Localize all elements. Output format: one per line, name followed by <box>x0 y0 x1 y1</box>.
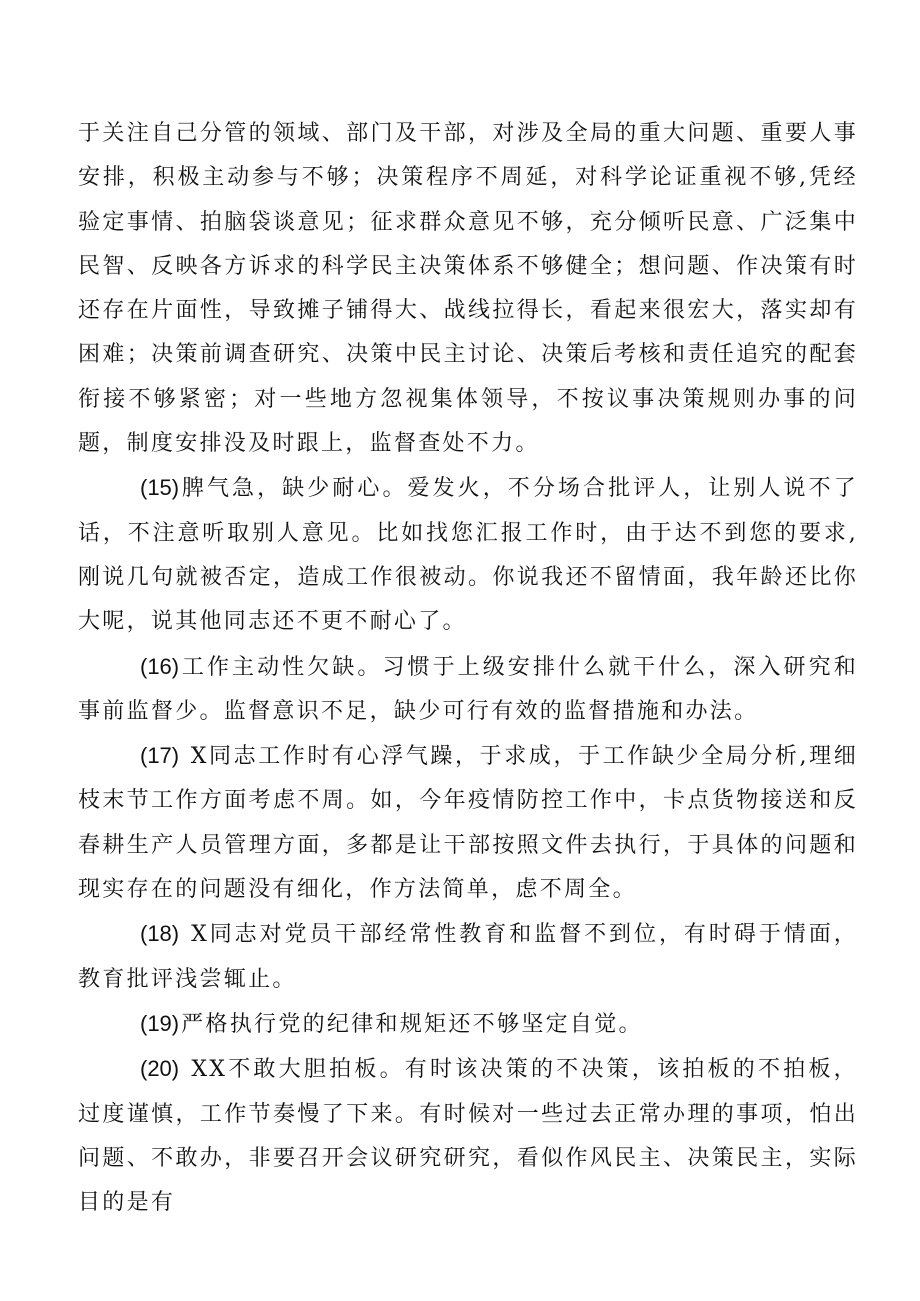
paragraph-number: (19) <box>140 1010 180 1036</box>
paragraph-17 <box>78 734 858 912</box>
paragraph-text: 于关注自己分管的领域、部门及干部，对涉及全局的重大问题、重要人事安排，积极主动参与不够；决策程序不周延，对科学论证重视不够,凭经验定事情、拍脑袋谈意见；征求群众意见不够，充分倾听民意、广泛集中民智、反映各方诉求的科学民主决策体系不够健全；想问题、作决策有时还存在片面性，导致摊子铺得大、战线拉得长，看起来很宏大，落实却有困难；决策前调查研究、决策中民主讨论、决策后考核和责任追究的配套衔接不够紧密；对一些地方忽视集体领导，不按议事决策规则办事的问题，制度安排没及时跟上，监督查处不力。 <box>78 121 858 457</box>
paragraph-number: (18) <box>140 921 180 947</box>
paragraph-text: 工作主动性欠缺。习惯于上级安排什么就干什么，深入研究和事前监督少。监督意识不足，缺少可行有效的监督措施和办法。 <box>78 654 858 724</box>
paragraph-continued <box>78 112 858 466</box>
paragraph-number: (17) <box>140 743 180 769</box>
paragraph-text: X同志对党员干部经常性教育和监督不到位，有时碍于情面，教育批评浅尝辄止。 <box>78 922 858 992</box>
paragraph-number: (15) <box>140 475 180 501</box>
document-body <box>78 112 858 1225</box>
paragraph-20 <box>78 1047 858 1225</box>
paragraph-number: (20) <box>140 1056 180 1082</box>
paragraph-text: XX不敢大胆拍板。有时该决策的不决策，该拍板的不拍板，过度谨慎，工作节奏慢了下来。有时候对一些过去正常办理的事项，怕出问题、不敢办，非要召开会议研究研究，看似作风民主、决策民主，实际目的是有 <box>78 1057 858 1216</box>
paragraph-number: (16) <box>140 653 180 679</box>
paragraph-text: 脾气急，缺少耐心。爱发火，不分场合批评人，让别人说不了话，不注意听取别人意见。比如找您汇报工作时，由于达不到您的要求,刚说几句就被否定，造成工作很被动。你说我还不留情面，我年龄还比你大呢，说其他同志还不更不耐心了。 <box>78 476 858 635</box>
paragraph-text: 严格执行党的纪律和规矩还不够坚定自觉。 <box>181 1011 643 1037</box>
paragraph-text: X同志工作时有心浮气躁，于求成，于工作缺少全局分析,理细枝末节工作方面考虑不周。如，今年疫情防控工作中，卡点货物接送和反春耕生产人员管理方面，多都是让干部按照文件去执行，于具体的问题和现实存在的问题没有细化，作方法简单，虑不周全。 <box>78 744 858 903</box>
paragraph-15 <box>78 466 858 644</box>
paragraph-18 <box>78 912 858 1002</box>
paragraph-16 <box>78 645 858 735</box>
paragraph-19 <box>78 1002 858 1047</box>
